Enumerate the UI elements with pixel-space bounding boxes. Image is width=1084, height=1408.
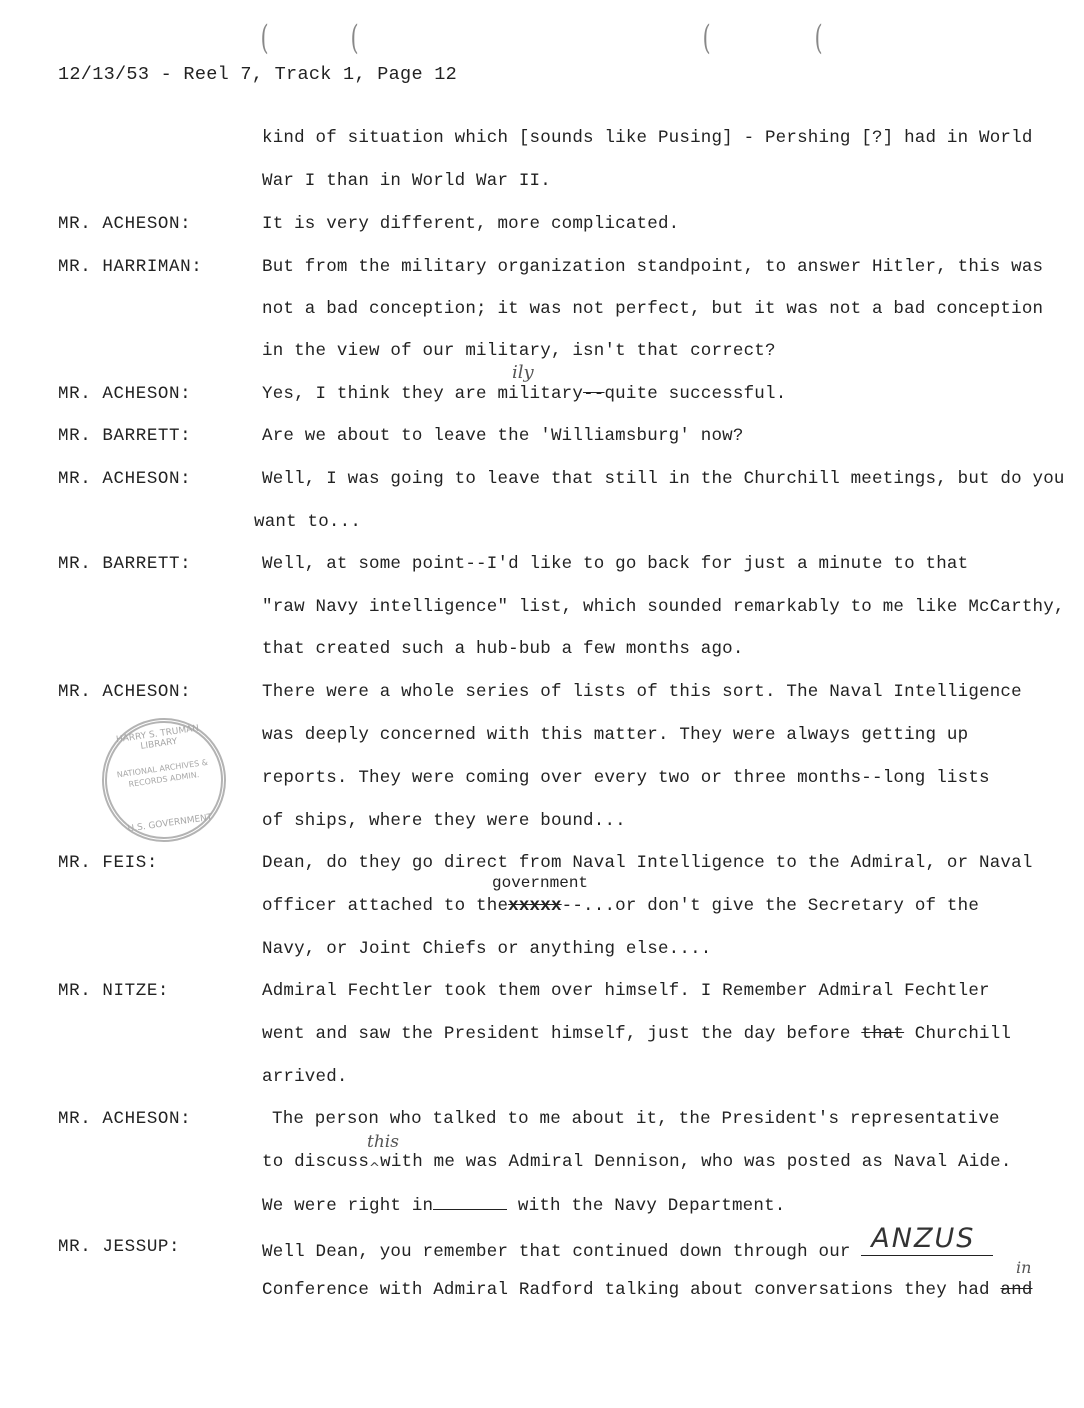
transcript-line xyxy=(262,1195,785,1216)
handwritten-insertion: ANZUS xyxy=(871,1223,976,1254)
line-text: --...or don't give the Secretary of the xyxy=(561,896,980,916)
margin-mark: ( xyxy=(702,18,711,58)
transcript-line xyxy=(262,1152,1012,1176)
line-text: with me was Admiral Dennison, who was posted as Naval Aide. xyxy=(380,1152,1012,1172)
transcript-line: not a bad conception; it was not perfect, but it was not a bad conception xyxy=(262,299,1044,319)
transcript-line: War I than in World War II. xyxy=(262,171,551,191)
speaker-label: MR. JESSUP: xyxy=(58,1237,181,1257)
transcript-line: reports. They were coming over every two or three months--long lists xyxy=(262,768,990,788)
struck-text: that xyxy=(861,1024,905,1044)
speaker-label: MR. ACHESON: xyxy=(58,214,192,234)
transcript-line: in the view of our military, isn't that correct? xyxy=(262,341,776,361)
page-header: 12/13/53 - Reel 7, Track 1, Page 12 xyxy=(58,64,458,85)
line-text: Well Dean, you remember that continued down through our xyxy=(262,1242,862,1262)
transcript-line: kind of situation which [sounds like Pusing] - Pershing [?] had in World xyxy=(262,128,1033,148)
transcript-line: It is very different, more complicated. xyxy=(262,214,680,234)
transcript-line xyxy=(262,384,786,404)
speaker-label: MR. BARRETT: xyxy=(58,554,192,574)
transcript-line: Dean, do they go direct from Naval Intelligence to the Admiral, or Naval xyxy=(262,853,1033,873)
speaker-label: MR. ACHESON: xyxy=(58,682,192,702)
struck-text: xxxxx xyxy=(508,896,562,916)
handwritten-insertion: ily xyxy=(512,362,534,383)
struck-text: -- xyxy=(583,384,605,404)
transcript-line: want to... xyxy=(254,512,362,532)
stamp-text: NATIONAL ARCHIVES & RECORDS ADMIN. xyxy=(116,757,209,789)
transcript-line: Well, at some point--I'd like to go back for just a minute to that xyxy=(262,554,969,574)
transcript-line: that created such a hub-bub a few months ago. xyxy=(262,639,744,659)
speaker-label: MR. NITZE: xyxy=(58,981,170,1001)
transcript-line: There were a whole series of lists of this sort. The Naval Intelligence xyxy=(262,682,1022,702)
transcript-line: Navy, or Joint Chiefs or anything else.... xyxy=(262,939,712,959)
transcript-line xyxy=(262,896,979,916)
line-text: Conference with Admiral Radford talking about conversations they had xyxy=(262,1280,1001,1300)
transcript-line: Admiral Fechtler took them over himself. I Remember Admiral Fechtler xyxy=(262,981,990,1001)
line-text: quite successful. xyxy=(604,384,787,404)
handwritten-blank xyxy=(861,1223,993,1256)
transcript-line: arrived. xyxy=(262,1067,348,1087)
line-text: We were right in xyxy=(262,1196,434,1216)
handwritten-insertion: this xyxy=(367,1132,399,1152)
speaker-label: MR. FEIS: xyxy=(58,853,158,873)
transcript-line xyxy=(262,1280,1033,1300)
margin-mark: ( xyxy=(814,18,823,58)
line-text: with the Navy Department. xyxy=(507,1196,786,1216)
line-text: Yes, I think they are military xyxy=(262,384,584,404)
struck-text: and xyxy=(1000,1280,1033,1300)
line-text: Churchill xyxy=(904,1024,1012,1044)
line-text: to discuss xyxy=(262,1152,370,1172)
transcript-line: Well, I was going to leave that still in the Churchill meetings, but do you xyxy=(262,469,1065,489)
transcript-line: Are we about to leave the 'Williamsburg' now? xyxy=(262,426,744,446)
transcript-line: was deeply concerned with this matter. They were always getting up xyxy=(262,725,969,745)
line-text: went and saw the President himself, just the day before xyxy=(262,1024,862,1044)
blank-line xyxy=(433,1195,507,1210)
line-text: officer attached to the xyxy=(262,896,509,916)
transcript-line: The person who talked to me about it, the President's representative xyxy=(272,1109,1000,1129)
transcript-line: "raw Navy intelligence" list, which sounded remarkably to me like McCarthy, xyxy=(262,597,1065,617)
speaker-label: MR. ACHESON: xyxy=(58,384,192,404)
caret-mark: ^ xyxy=(369,1161,381,1176)
stamp-text: U.S. GOVERNMENT xyxy=(127,812,214,835)
transcript-line: But from the military organization standpoint, to answer Hitler, this was xyxy=(262,257,1044,277)
margin-mark: ( xyxy=(350,18,359,58)
speaker-label: MR. HARRIMAN: xyxy=(58,257,203,277)
archive-stamp xyxy=(94,710,234,850)
handwritten-insertion: in xyxy=(1016,1258,1032,1277)
stamp-text: HARRY S. TRUMAN LIBRARY xyxy=(115,723,200,752)
typed-insertion: government xyxy=(492,874,589,892)
speaker-label: MR. ACHESON: xyxy=(58,469,192,489)
transcript-line xyxy=(262,1223,993,1262)
speaker-label: MR. BARRETT: xyxy=(58,426,192,446)
transcript-line: of ships, where they were bound... xyxy=(262,811,626,831)
speaker-label: MR. ACHESON: xyxy=(58,1109,192,1129)
transcript-line xyxy=(262,1024,1011,1044)
margin-mark: ( xyxy=(260,18,269,58)
